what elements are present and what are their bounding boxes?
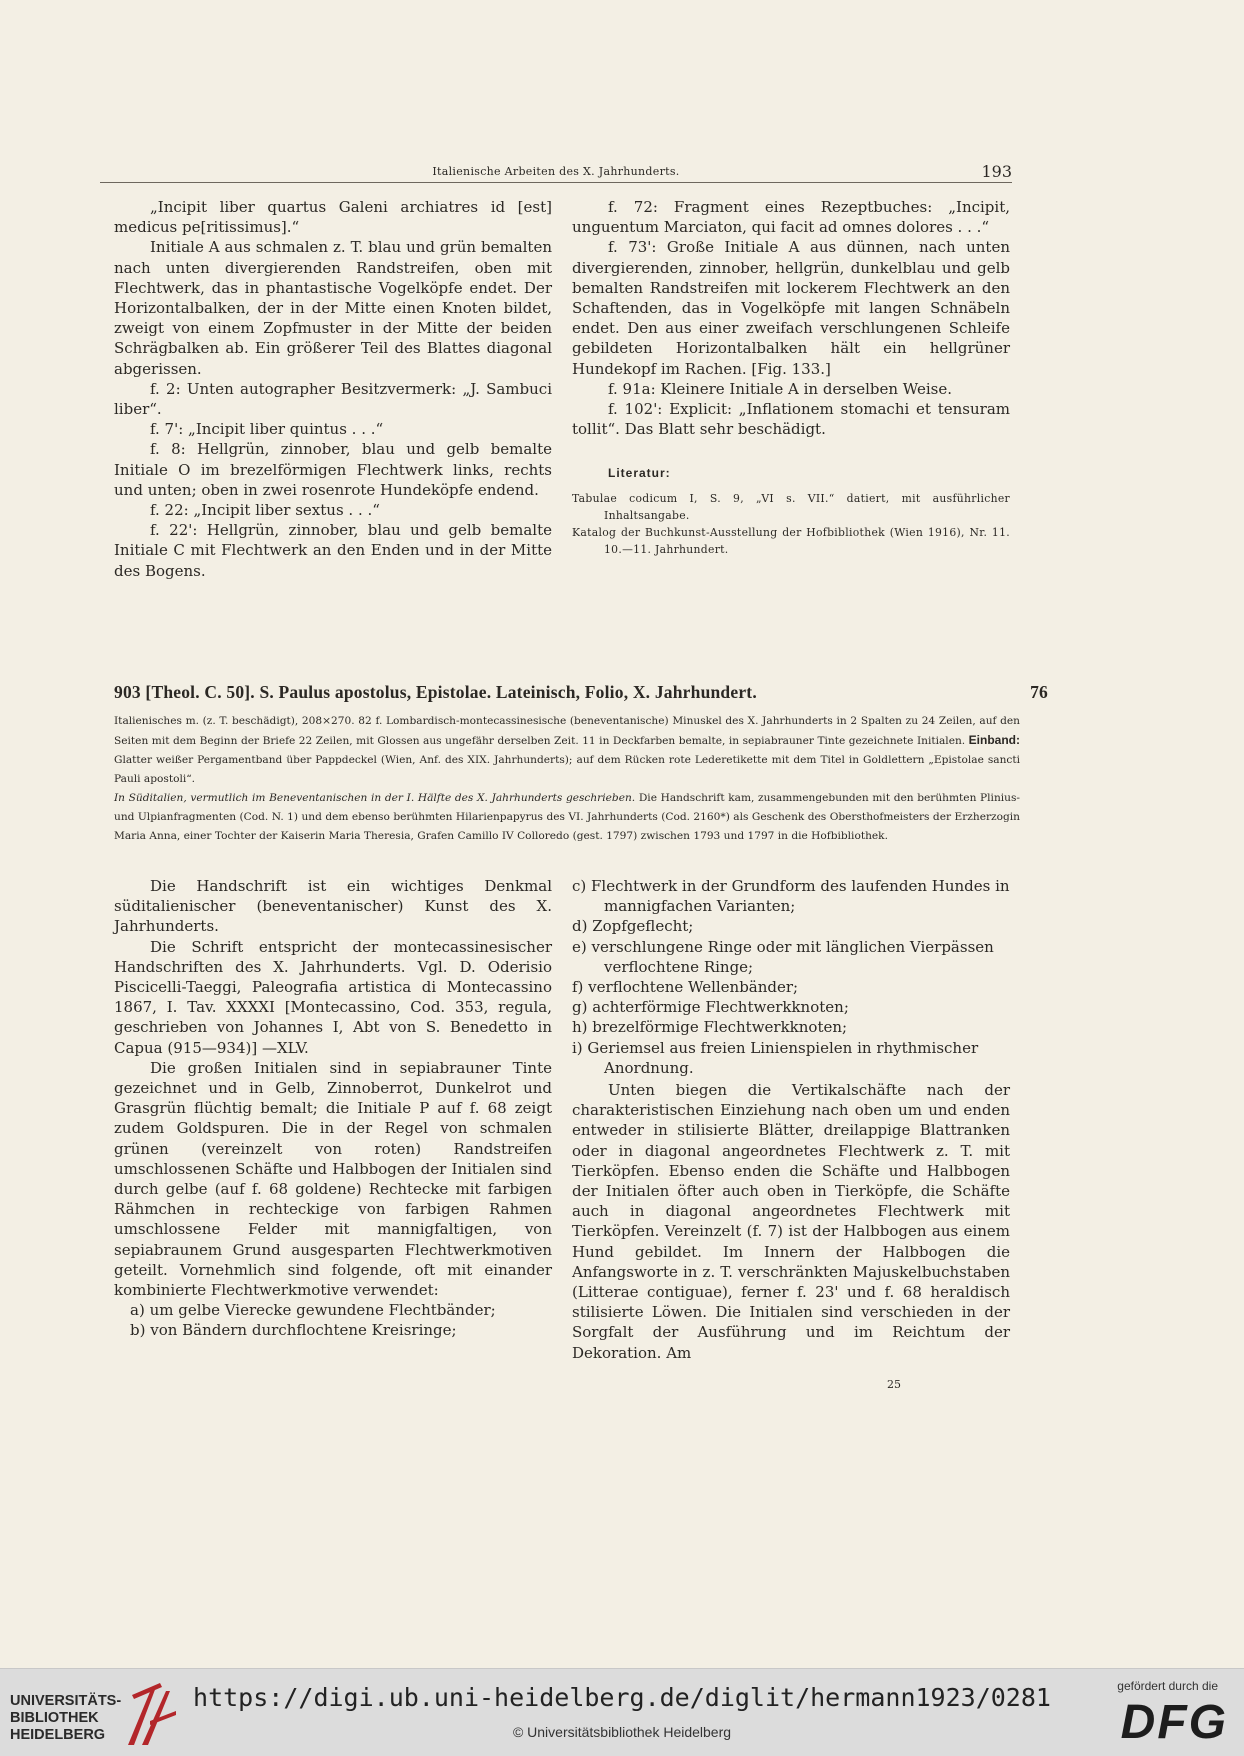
- page-number: 193: [981, 162, 1012, 181]
- entry-description: [114, 712, 1020, 846]
- literature-item: Katalog der Buchkunst-Ausstellung der Hofbibliothek (Wien 1916), Nr. 11. 10.—11. Jahrhundert.: [572, 525, 1010, 556]
- running-title: Italienische Arbeiten des X. Jahrhunderts.: [432, 165, 680, 178]
- right-column-bottom: [572, 876, 1010, 1363]
- entry-desc-italic: In Süditalien, vermutlich im Beneventanischen in der I. Hälfte des X. Jahrhunderts geschrieben.: [114, 792, 636, 804]
- list-item: c) Flechtwerk in der Grundform des laufenden Hundes in mannigfachen Varianten;: [572, 877, 1010, 916]
- left-column-top: [114, 197, 552, 581]
- paragraph: „Incipit liber quartus Galeni archiatres id [est] medicus pe[ritissimus].“: [114, 198, 552, 237]
- list-item: g) achterförmige Flechtwerkknoten;: [572, 998, 849, 1017]
- list-item: h) brezelförmige Flechtwerkknoten;: [572, 1018, 848, 1037]
- entry-desc-part3: Die Handschrift kam, zusammengebunden mit den berühmten Plinius- und Ulpianfragmenten (Cod. N. 1) und dem ebenso berühmten Hilarienpapyrus des VI. Jahrhunderts (Cod. 2160*) als Geschenk des Obersthofmeisters der Erzherzogin Maria Anna, einer Tochter der Kaiserin Maria Theresia, Grafen Camillo IV Colloredo (gest. 1797) zwischen 1793 und 1797 in die Hofbibliothek.: [114, 792, 1020, 842]
- literature-heading: Literatur:: [608, 466, 671, 481]
- paragraph: f. 22: „Incipit liber sextus . . .“: [150, 501, 380, 520]
- paragraph: f. 22': Hellgrün, zinnober, blau und gelb bemalte Initiale C mit Flechtwerk an den Enden und in der Mitte des Bogens.: [114, 521, 552, 580]
- list-item: a) um gelbe Vierecke gewundene Flechtbänder;: [130, 1301, 496, 1320]
- copyright-notice: © Universitätsbibliothek Heidelberg: [512, 1724, 732, 1740]
- list-item: b) von Bändern durchflochtene Kreisringe;: [130, 1321, 457, 1340]
- left-column-bottom: [114, 876, 552, 1341]
- paragraph: Die großen Initialen sind in sepiabrauner Tinte gezeichnet und in Gelb, Zinnoberrot, Dunkelrot und Grasgrün flüchtig bemalt; die Initiale P auf f. 68 zeigt zudem Goldspuren. Die in der Regel von schmalen grünen (vereinzelt von roten) Randstreifen umschlossenen Schäfte und Halbbogen der Initialen sind durch gelbe (auf f. 68 goldene) Rechtecke mit farbigen Rähmchen in rechteckige von farbigen Rahmen umschlossene Felder mit mannigfaltigen, von sepiabraunem Grund ausgesparten Flechtwerkmotiven geteilt. Vornehmlich sind folgende, oft mit einander kombinierte Flechtwerkmotive verwendet:: [114, 1058, 552, 1300]
- entry-heading: [114, 682, 1048, 703]
- list-item: e) verschlungene Ringe oder mit länglichen Vierpässen verflochtene Ringe;: [572, 937, 994, 976]
- paragraph: Die Schrift entspricht der montecassinesischer Handschriften des X. Jahrhunderts. Vgl. D. Oderisio Piscicelli-Taeggi, Paleografia artistica di Montecassino 1867, I. Tav. XXXXI [Montecassino, Cod. 353, regula, geschrieben von Johannes I, Abt von S. Benedetto in Capua (915—934)] —XLV.: [114, 937, 552, 1057]
- right-column-top: [572, 197, 1010, 558]
- paragraph: f. 8: Hellgrün, zinnober, blau und gelb bemalte Initiale O im brezelförmigen Flechtwerk links, rechts und unten; oben in zwei rosenrote Hundeköpfe endend.: [114, 440, 552, 499]
- paragraph: f. 7': „Incipit liber quintus . . .“: [150, 420, 384, 439]
- sheet-number: 25: [887, 1378, 901, 1391]
- paragraph: Initiale A aus schmalen z. T. blau und grün bemalten nach unten divergierenden Randstreifen, oben mit Flechtwerk, das in phantastische Vogelköpfe endet. Der Horizontalbalken, der in der Mitte einen Knoten bildet, zweigt von einem Zopfmuster in der Mitte der beiden Schrägbalken ab. Ein größerer Teil des Blattes diagonal abgerissen.: [114, 238, 552, 378]
- einband-label: Einband:: [968, 733, 1020, 747]
- paragraph: f. 102': Explicit: „Inflationem stomachi et tensuram tollit“. Das Blatt sehr beschädigt.: [572, 400, 1010, 439]
- entry-title: 903 [Theol. C. 50]. S. Paulus apostolus, Epistolae. Lateinisch, Folio, X. Jahrhundert.: [114, 682, 757, 702]
- running-header: [100, 164, 1012, 183]
- library-logo-text[interactable]: UNIVERSITÄTS- BIBLIOTHEK HEIDELBERG: [10, 1693, 122, 1743]
- paragraph: Die Handschrift ist ein wichtiges Denkmal süditalienischer (beneventanischer) Kunst des X. Jahrhunderts.: [114, 877, 552, 936]
- paragraph: f. 73': Große Initiale A aus dünnen, nach unten divergierenden, zinnober, hellgrün, dunkelblau und gelb bemalten Randstreifen mit lockerem Flechtwerk an den Schaftenden, das in Vogelköpfe mit langen Schnäbeln endet. Den aus einer zweifach verschlungenen Schleife gebildeten Horizontalbalken hält ein hellgrüner Hundekopf im Rachen. [Fig. 133.]: [572, 238, 1010, 378]
- paragraph: f. 2: Unten autographer Besitzvermerk: „J. Sambuci liber“.: [114, 379, 552, 419]
- entry-desc-part2: Glatter weißer Pergamentband über Pappdeckel (Wien, Anf. des XIX. Jahrhunderts); auf dem Rücken rote Lederetikette mit dem Titel in Goldlettern „Epistolae sancti Pauli apostoli“.: [114, 754, 1020, 785]
- list-item: d) Zopfgeflecht;: [572, 917, 694, 936]
- paragraph: Unten biegen die Vertikalschäfte nach der charakteristischen Einziehung nach oben um und enden entweder in stilisierte Blätter, dreilappige Blattranken oder in diagonal angeordnetes Flechtwerk z. T. mit Tierköpfen. Ebenso enden die Schäfte und Halbbogen der Initialen öfter auch oben in Tierköpfe, die Schäfte auch in diagonal angeordnetes Flechtwerk mit Tierköpfen. Vereinzelt (f. 7) ist der Halbbogen aus einem Hund gebildet. Im Innern der Halbbogen die Anfangsworte in z. T. verschränkten Majuskelbuchstaben (Litterae contiguae), ferner f. 23' und f. 68 heraldisch stilisierte Löwen. Die Initialen sind verschieden in der Sorgfalt der Ausführung und im Reichtum der Dekoration. Am: [572, 1081, 1010, 1362]
- dfg-logo[interactable]: DFG: [1120, 1696, 1228, 1749]
- permalink-url[interactable]: https://digi.ub.uni-heidelberg.de/diglit/hermann1923/0281: [193, 1683, 1051, 1712]
- list-item: i) Geriemsel aus freien Linienspielen in rhythmischer Anordnung.: [572, 1038, 979, 1077]
- paragraph: f. 72: Fragment eines Rezeptbuches: „Incipit, unguentum Marciaton, qui facit ad omnes dolores . . .“: [572, 198, 1010, 237]
- paragraph: f. 91a: Kleinere Initiale A in derselben Weise.: [608, 379, 952, 398]
- entry-number: 76: [1030, 682, 1048, 702]
- entry-desc-part1: Italienisches m. (z. T. beschädigt), 208×270. 82 f. Lombardisch-montecassinesische (beneventanische) Minuskel des X. Jahrhunderts in 2 Spalten zu 24 Zeilen, auf den Seiten mit dem Beginn der Briefe 22 Zeilen, mit Glossen aus ungefähr derselben Zeit. 11 in Deckfarben bemalte, in sepiabrauner Tinte gezeichnete Initialen.: [114, 715, 1020, 747]
- list-item: f) verflochtene Wellenbänder;: [572, 978, 799, 997]
- literature-item: Tabulae codicum I, S. 9, „VI s. VII.“ datiert, mit ausführlicher Inhaltsangabe.: [572, 491, 1010, 522]
- funding-label: gefördert durch die: [1117, 1679, 1218, 1693]
- viewer-footer: [0, 1668, 1244, 1756]
